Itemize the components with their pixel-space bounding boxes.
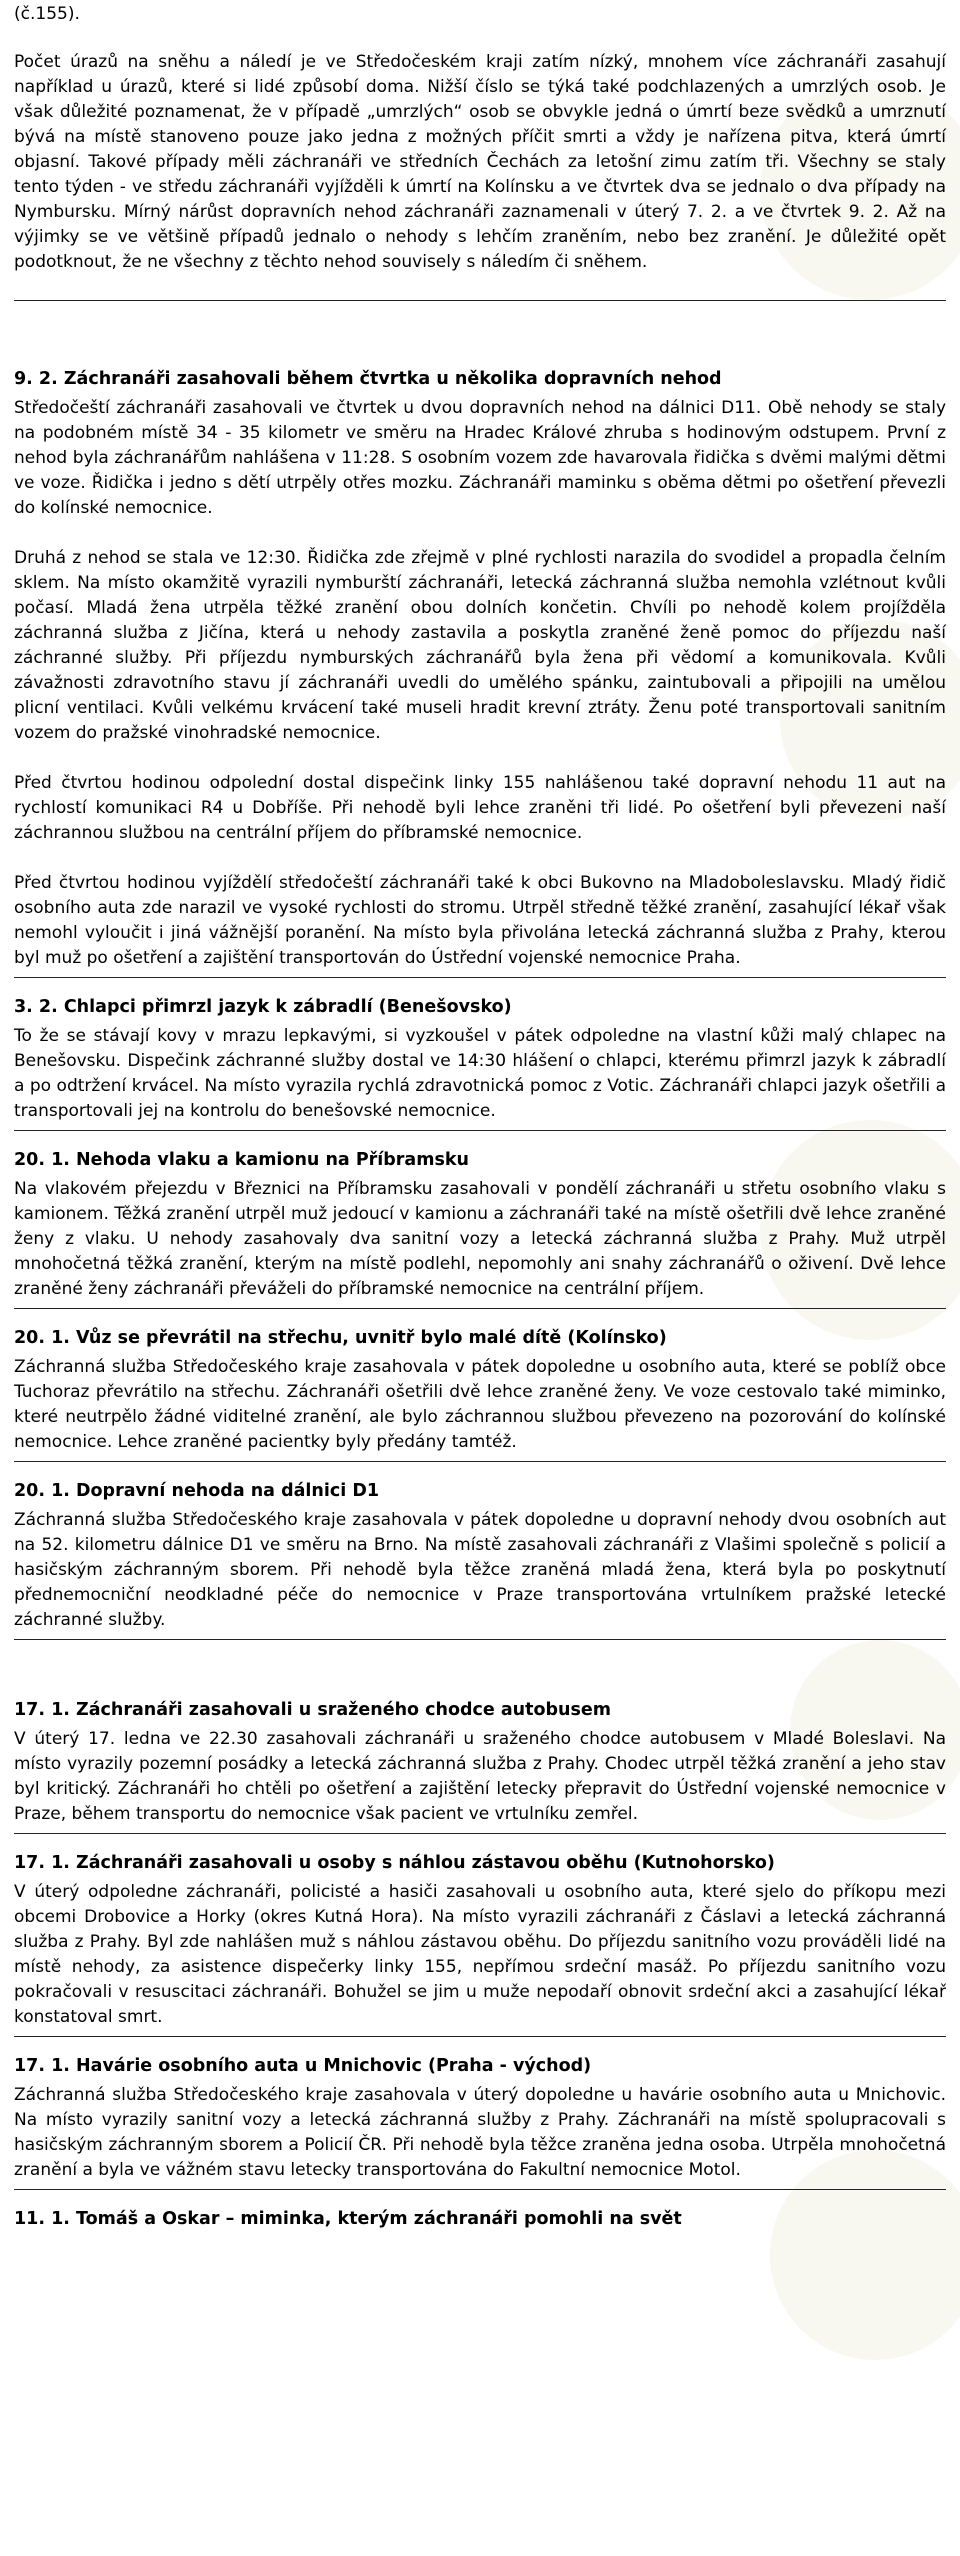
article-dopravni-nehody-9-2 [14,367,946,971]
article-title: 17. 1. Havárie osobního auta u Mnichovic (Praha - východ) [14,2056,592,2076]
article-zastava-obehu [14,1834,946,2030]
article-title: 17. 1. Záchranáři zasahovali u sraženého chodce autobusem [14,1700,612,1720]
article-paragraph: Záchranná služba Středočeského kraje zasahovala v pátek dopoledne u dopravní nehody dvou osobních aut na 52. kilometru dálnice D1 ve směru na Brno. Na místě zasahovali záchranáři z Vlašimi společně s policií a hasičským záchranným sborem. Při nehodě byla těžce zraněná mladá žena, která byla po poskytnutí přednemocniční neodkladné péče do nemocnice v Praze transportována vrtulníkem pražské letecké záchranné služby. [14,1510,946,1630]
article-dalnice-d1 [14,1462,946,1633]
article-havarie-mnichovice [14,2037,946,2183]
article-jazyk-zabradli [14,978,946,1124]
article-paragraph: Záchranná služba Středočeského kraje zasahovala v úterý dopoledne u havárie osobního auta u Mnichovic. Na místo vyrazily sanitní vozy a letecká záchranná služby z Prahy. Záchranáři na místě spolupracovali s hasičským záchranným sborem a Policií ČR. Při nehodě byla těžce zraněna jedna osoba. Utrpěla mnohočetná zranění a byla ve vážném stavu letecky transportována do Fakultní nemocnice Motol. [14,2085,946,2180]
article-title: 11. 1. Tomáš a Oskar – miminka, kterým záchranáři pomohli na svět [14,2209,682,2229]
article-paragraph: Před čtvrtou hodinou vyjíždělí středočeští záchranáři také k obci Bukovno na Mladoboleslavsku. Mladý řidič osobního auta zde narazil ve vysoké rychlosti do stromu. Utrpěl středně těžké zranění, zasahující lékař však nemohl vyloučit i jiná vážnější poranění. Na místo byla přivolána letecká záchranná služba z Prahy, kterou byl muž po ošetření a zajištění transportován do Ústřední vojenské nemocnice Praha. [14,873,946,968]
article-title: 20. 1. Dopravní nehoda na dálnici D1 [14,1481,380,1501]
article-paragraph: V úterý odpoledne záchranáři, policisté a hasiči zasahovali u osobního auta, které sjelo do příkopu mezi obcemi Drobovice a Horky (okres Kutná Hora). Na místo vyrazili záchranáři z Čáslavi a letecká záchranná služba z Prahy. Byl zde nahlášen muž s náhlou zástavou oběhu. Do příjezdu sanitního vozu prováděli lidé na místě nehody, za asistence dispečerky linky 155, nepřímou srdeční masáž. Po příjezdu sanitního vozu pokračovali v resuscitaci záchranáři. Bohužel se jim u muže nepodaří obnovit srdeční akci a zasahující lékař konstatoval smrt. [14,1882,946,2027]
article-title: 17. 1. Záchranáři zasahovali u osoby s náhlou zástavou oběhu (Kutnohorsko) [14,1853,775,1873]
article-srazeny-chodec [14,1698,946,1827]
article-title: 3. 2. Chlapci přimrzl jazyk k zábradlí (Benešovsko) [14,997,512,1017]
article-paragraph: Záchranná služba Středočeského kraje zasahovala v pátek dopoledne u osobního auta, které se poblíž obce Tuchoraz převrátilo na střechu. Záchranáři ošetřili dvě lehce zraněné ženy. Ve voze cestovalo také miminko, které neutrpělo žádné viditelné zranění, ale bylo záchrannou službou převezeno na pozorování do kolínské nemocnice. Lehce zraněné pacientky byly předány tamtéž. [14,1357,946,1452]
article-title: 20. 1. Vůz se převrátil na střechu, uvnitř bylo malé dítě (Kolínsko) [14,1328,667,1348]
article-paragraph: V úterý 17. ledna ve 22.30 zasahovali záchranáři u sraženého chodce autobusem v Mladé Boleslavi. Na místo vyrazily pozemní posádky a letecká záchranná služba z Prahy. Chodec utrpěl těžká zranění a jeho stav byl kritický. Záchranáři ho chtěli po ošetření a zajištění letecky přepravit do Ústřední vojenské nemocnice v Praze, během transportu do nemocnice však pacient ve vrtulníku zemřel. [14,1729,946,1824]
document-content [14,0,946,2236]
article-paragraph: To že se stávají kovy v mrazu lepkavými, si vyzkoušel v pátek odpoledne na vlastní kůži malý chlapec na Benešovsku. Dispečink záchranné služby dostal ve 14:30 hlášení o chlapci, kterému přimrzl jazyk k zábradlí a po odtržení krvácel. Na místo vyrazila rychlá zdravotnická pomoc z Votic. Záchranáři chlapci jazyk ošetřili a transportovali jej na kontrolu do benešovské nemocnice. [14,1026,946,1121]
article-paragraph: Druhá z nehod se stala ve 12:30. Řidička zde zřejmě v plné rychlosti narazila do svodidel a propadla čelním sklem. Na místo okamžitě vyrazili nymburští záchranáři, letecká záchranná služba nemohla vzlétnout kvůli počasí. Mladá žena utrpěla těžké zranění obou dolních končetin. Chvíli po nehodě kolem projížděla záchranná služba z Jičína, která u nehody zastavila a poskytla zraněné ženě pomoc do příjezdu naší záchranné služby. Při příjezdu nymburských záchranářů byla žena při vědomí a komunikovala. Kvůli závažnosti zdravotního stavu jí záchranáři uvedli do umělého spánku, zaintubovali a připojili na umělou plicní ventilaci. Kvůli velkému krvácení také museli hradit krevní ztráty. Ženu poté transportovali sanitním vozem do pražské vinohradské nemocnice. [14,548,946,743]
article-title: 20. 1. Nehoda vlaku a kamionu na Příbramsku [14,1150,469,1170]
article-paragraph: Před čtvrtou hodinou odpolední dostal dispečink linky 155 nahlášenou také dopravní nehodu 11 aut na rychlostí komunikaci R4 u Dobříše. Při nehodě byli lehce zraněni tři lidé. Po ošetření byli převezeni naší záchrannou službou na centrální příjem do příbramské nemocnice. [14,773,946,843]
article-title: 9. 2. Záchranáři zasahovali během čtvrtka u několika dopravních nehod [14,369,722,389]
article-paragraph: Na vlakovém přejezdu v Březnici na Příbramsku zasahovali v pondělí záchranáři u střetu osobního vlaku s kamionem. Těžká zranění utrpěl muž jedoucí v kamionu a záchranáři také na místě ošetřili dvě lehce zraněné ženy z vlaku. U nehody zasahovaly dva sanitní vozy a letecká záchranná služba z Prahy. Muž utrpěl mnohočetná těžká zranění, kterým na místě podlehl, nepomohly ani snahy záchranářů o oživení. Dvě lehce zraněné ženy záchranáři převáželi do příbramské nemocnice na centrální příjem. [14,1179,946,1299]
intro-paragraph: Počet úrazů na sněhu a náledí je ve Středočeském kraji zatím nízký, mnohem více záchranáři zasahují například u úrazů, které si lidé způsobí doma. Nižší číslo se týká také podchlazených a umrzlých osob. Je však důležité poznamenat, že v případě „umrzlých“ osob se obvykle jedná o úmrtí beze svědků a umrznutí bývá na místě stanoveno pouze jako jedna z možných příčit smrti a vždy je nařízena pitva, která úmrtí objasní. Takové případy měli záchranáři ve středních Čechách za letošní zimu zatím tři. Všechny se staly tento týden - ve středu záchranáři vyjížděli k úmrtí na Kolínsku a ve čtvrtek dva se jednalo o dva případy na Nymbursku. Mírný nárůst dopravních nehod záchranáři zaznamenali v úterý 7. 2. a ve čtvrtek 9. 2. Až na výjimky se ve většině případů jednalo o nehody s lehčím zraněním, nebo bez zranění. Je důležité opět podotknout, že ne všechny z těchto nehod souvisely s náledím či sněhem. [14,52,946,272]
article-vlak-kamion [14,1131,946,1302]
article-paragraph: Středočeští záchranáři zasahovali ve čtvrtek u dvou dopravních nehod na dálnici D11. Obě nehody se staly na podobném místě 34 - 35 kilometr ve směru na Hradec Králové zhruba s hodinovým odstupem. První z nehod byla záchranářům nahlášena v 11:28. S osobním vozem zde havarovala řidička s dvěmi malými dětmi ve voze. Řidička i jedno s dětí utrpěly otřes mozku. Záchranáři maminku s oběma dětmi po ošetření převezli do kolínské nemocnice. [14,398,946,518]
article-vuz-na-strese [14,1309,946,1455]
article-tomas-oskar [14,2190,946,2232]
intro-reference: (č.155). [14,4,80,24]
